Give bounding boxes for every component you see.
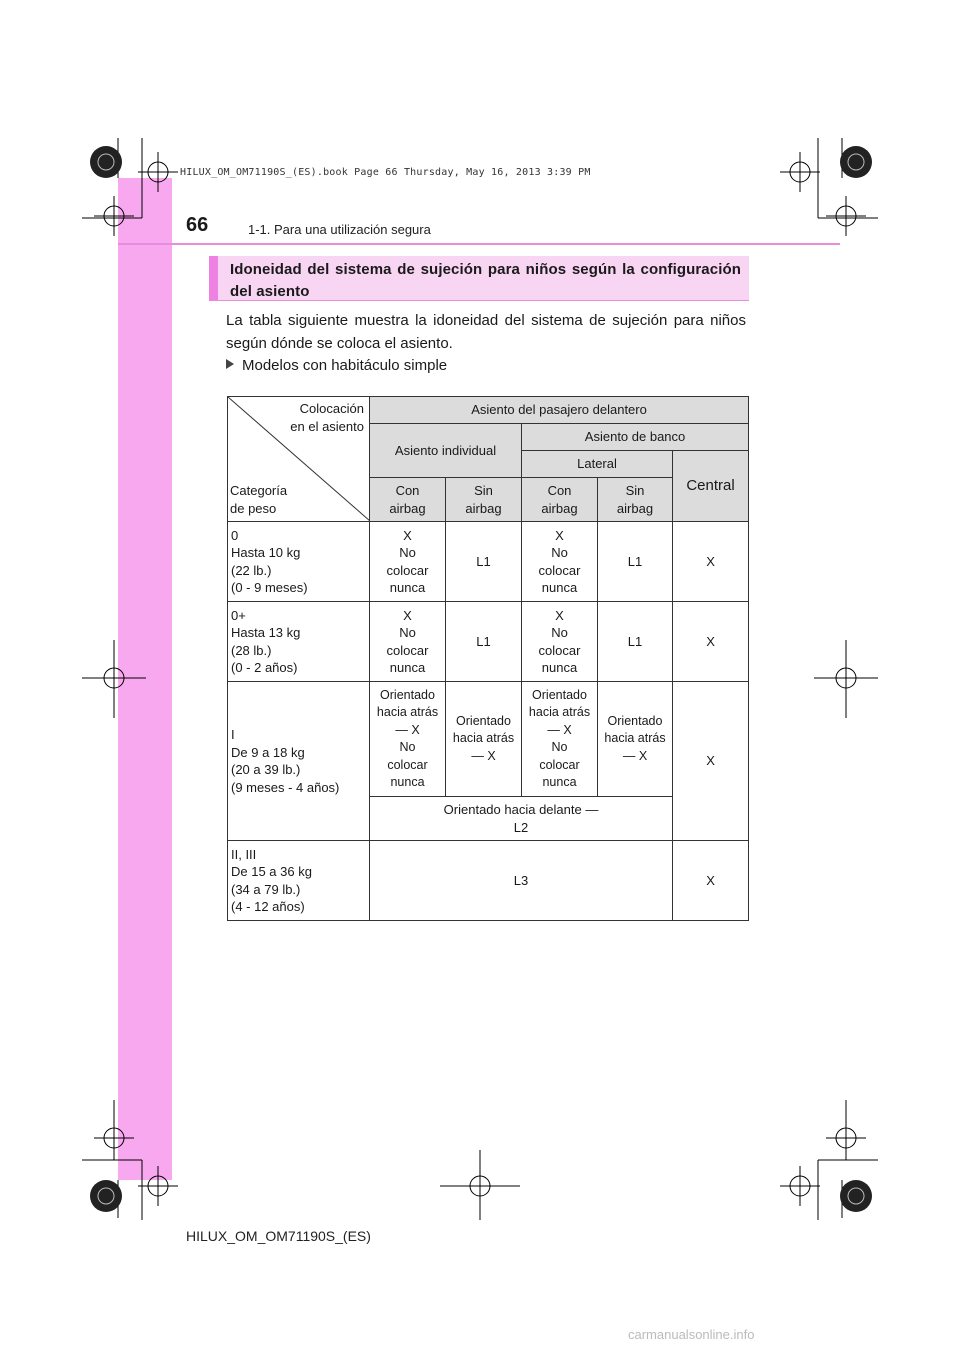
corner-bottom-line: de peso bbox=[230, 500, 277, 516]
section-title: 1-1. Para una utilización segura bbox=[248, 222, 431, 237]
corner-bottom-line: Categoría bbox=[230, 483, 288, 498]
triangle-bullet-icon bbox=[226, 359, 234, 369]
table-row bbox=[228, 682, 749, 797]
forward-facing-cell: Orientado hacia delante — L2 bbox=[370, 797, 673, 841]
table-row bbox=[228, 841, 749, 921]
table-cell: L1 bbox=[446, 522, 522, 602]
weight-category-cell: 0 Hasta 10 kg (22 lb.) (0 - 9 meses) bbox=[228, 522, 370, 602]
header-con-airbag: Con airbag bbox=[522, 478, 598, 522]
table-cell: X No colocar nunca bbox=[522, 602, 598, 682]
section-heading: Idoneidad del sistema de sujeción para niños según la configuración del asiento bbox=[230, 261, 741, 300]
child-restraint-table bbox=[227, 396, 749, 921]
model-bullet-text: Modelos con habitáculo simple bbox=[242, 357, 448, 374]
page-number: 66 bbox=[186, 214, 209, 236]
table-cell: L3 bbox=[370, 841, 673, 921]
section-heading-box bbox=[209, 256, 749, 301]
table-row bbox=[228, 602, 749, 682]
intro-paragraph: La tabla siguiente muestra la idoneidad del sistema de sujeción para niños según dónde se coloca el asiento. bbox=[226, 312, 746, 352]
header-rule bbox=[118, 243, 840, 245]
table-cell: L1 bbox=[446, 602, 522, 682]
table-cell: X No colocar nunca bbox=[522, 522, 598, 602]
corner-top-line: Colocación bbox=[299, 401, 364, 416]
corner-top-line: en el asiento bbox=[290, 418, 364, 434]
table-cell: Orientado hacia atrás — X bbox=[446, 682, 522, 797]
table-cell: L1 bbox=[598, 602, 673, 682]
header-lateral: Lateral bbox=[522, 450, 673, 478]
table-row bbox=[228, 522, 749, 602]
table-cell: X bbox=[673, 841, 749, 921]
watermark: carmanualsonline.info bbox=[628, 1327, 755, 1342]
side-color-band bbox=[118, 178, 172, 1180]
table-cell: L1 bbox=[598, 522, 673, 602]
table-corner-cell bbox=[228, 397, 370, 522]
corner-seat-position bbox=[290, 400, 364, 435]
header-central: Central bbox=[673, 450, 749, 522]
table-cell: Orientado hacia atrás — X No colocar nunca bbox=[370, 682, 446, 797]
weight-category-cell: I De 9 a 18 kg (20 a 39 lb.) (9 meses - 4 años) bbox=[228, 682, 370, 841]
weight-category-cell: II, III De 15 a 36 kg (34 a 79 lb.) (4 - 12 años) bbox=[228, 841, 370, 921]
table-cell: Orientado hacia atrás — X No colocar nunca bbox=[522, 682, 598, 797]
table-cell: X bbox=[673, 522, 749, 602]
table-cell: X No colocar nunca bbox=[370, 602, 446, 682]
weight-category-cell: 0+ Hasta 13 kg (28 lb.) (0 - 2 años) bbox=[228, 602, 370, 682]
table-cell: X bbox=[673, 682, 749, 841]
table-cell: Orientado hacia atrás — X bbox=[598, 682, 673, 797]
table-cell: X No colocar nunca bbox=[370, 522, 446, 602]
header-sin-airbag: Sin airbag bbox=[598, 478, 673, 522]
print-stamp: HILUX_OM_OM71190S_(ES).book Page 66 Thursday, May 16, 2013 3:39 PM bbox=[180, 167, 591, 178]
corner-weight-category bbox=[230, 482, 287, 517]
header-bench-seat: Asiento de banco bbox=[522, 424, 749, 451]
table-cell: X bbox=[673, 602, 749, 682]
model-bullet bbox=[226, 357, 447, 374]
footer-code: HILUX_OM_OM71190S_(ES) bbox=[186, 1228, 371, 1244]
header-individual-seat: Asiento individual bbox=[370, 424, 522, 478]
header-con-airbag: Con airbag bbox=[370, 478, 446, 522]
header-front-passenger: Asiento del pasajero delantero bbox=[370, 397, 749, 424]
header-sin-airbag: Sin airbag bbox=[446, 478, 522, 522]
